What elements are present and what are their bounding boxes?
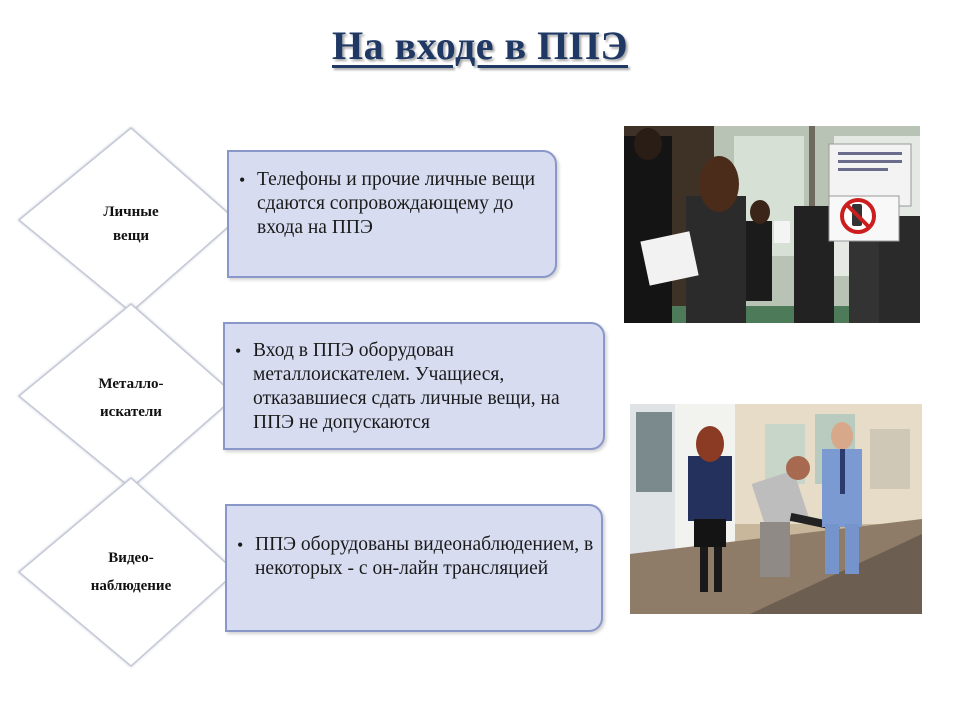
entrance-photo-drawing <box>624 126 920 323</box>
label-line: наблюдение <box>90 578 172 594</box>
metal-detector-check-photo <box>630 404 922 614</box>
metal-detector-photo-drawing <box>630 404 922 614</box>
label-line: Личные <box>103 204 159 220</box>
info-text: • ППЭ оборудованы видеонаблюдением, в некоторых - с он-лайн трансляцией <box>255 533 601 581</box>
info-box-personal-items <box>227 150 557 278</box>
info-box-video-surveillance <box>225 504 603 632</box>
slide-title: На входе в ППЭ <box>332 23 628 68</box>
diamond-label-metal-detectors <box>71 372 191 424</box>
diamond-label-video-surveillance <box>71 546 191 598</box>
label-line: Видео- <box>108 550 154 566</box>
info-box-metal-detectors <box>223 322 605 450</box>
label-line: вещи <box>112 228 150 244</box>
label-line: Металло- <box>98 376 164 392</box>
label-line: искатели <box>100 404 162 420</box>
entrance-phone-ban-photo <box>624 126 920 323</box>
diamond-label-personal-items <box>71 200 191 248</box>
info-text: • Вход в ППЭ оборудован металлоискателем. Учащиеся, отказавшиеся сдать личные вещи, на ППЭ не допускаются <box>253 339 603 435</box>
info-text: • Телефоны и прочие личные вещи сдаются сопровождающему до входа на ППЭ <box>257 168 555 240</box>
